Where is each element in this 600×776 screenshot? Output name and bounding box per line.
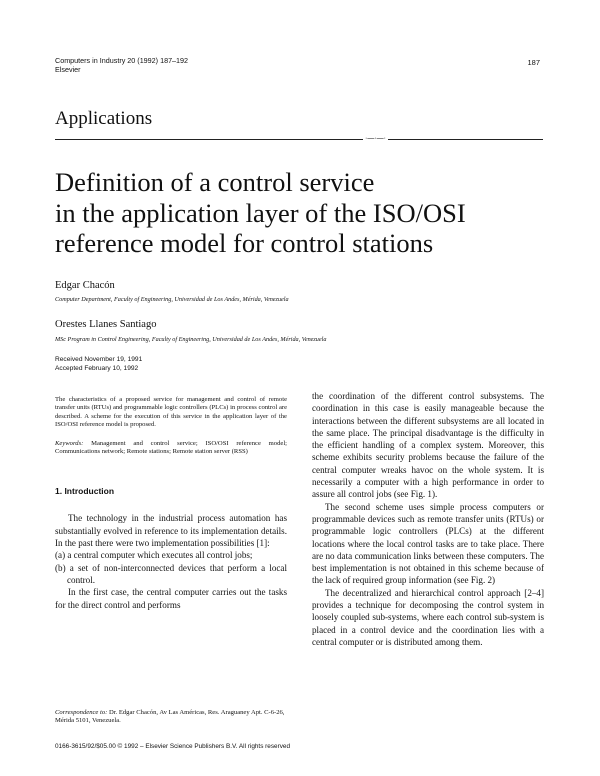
section-divider (55, 139, 543, 140)
article-title-line-1: Definition of a control service (55, 167, 375, 197)
journal-volume-line: Computers in Industry 20 (1992) 187–192 (55, 56, 189, 65)
intro-list-item-a: (a) a central computer which executes all control jobs; (55, 550, 253, 561)
keywords-label: Keywords: (55, 439, 84, 447)
right-paragraph-2: The second scheme uses simple process computers or programmable devices such as remote transfer units (RTUs) or programmable logic controllers (PLCs) at the different locations where the local control tasks are to take place. There are no data communication links between these computers. The best implementation is not obtained in this scheme because of the lack of required group information (see Fig. 2) (312, 501, 544, 586)
page-number: 187 (527, 58, 540, 67)
article-dates (55, 356, 142, 374)
right-column (312, 390, 544, 648)
author-affiliation-2: MSc Program in Control Engineering, Faculty of Engineering, Universidad de Los Andes, Mérida, Venezuela (55, 336, 327, 343)
author-affiliation-1: Computer Department, Faculty of Engineering, Universidad de Los Andes, Mérida, Venezuela (55, 296, 289, 303)
copyright-line: 0166-3615/92/$05.00 © 1992 – Elsevier Science Publishers B.V. All rights reserved (55, 743, 291, 750)
article-title-line-3: reference model for control stations (55, 228, 434, 258)
journal-publisher-line: Elsevier (55, 65, 81, 74)
keywords-text: Management and control service; ISO/OSI reference model; Communications network; Remote stations; Remote station server (RSS) (55, 439, 287, 456)
keywords (55, 440, 287, 457)
section-heading: Applications (55, 108, 153, 129)
article-title (55, 167, 525, 259)
intro-list-item-b: (b) a set of non-interconnected devices that perform a local control. (55, 562, 287, 585)
author-name-2: Orestes Llanes Santiago (55, 319, 157, 330)
journal-citation (55, 56, 188, 74)
right-paragraph-3: The decentralized and hierarchical control approach [2–4] provides a technique for decomposing the control system in loosely coupled sub-systems, where each control sub-system is placed in a control device and the coordination lies with a central computer or is distributed among them. (312, 587, 544, 647)
section-divider-mark: ·—·—· (365, 135, 386, 142)
article-title-line-2: in the application layer of the ISO/OSI (55, 197, 466, 228)
introduction-heading: 1. Introduction (55, 486, 115, 497)
accepted-date: Accepted February 10, 1992 (55, 364, 139, 372)
intro-paragraph-1: The technology in the industrial process automation has substantially evolved in reference to its implementation details. In the past there were two implementation possibilities [1]: (55, 513, 287, 549)
author-name-1: Edgar Chacón (55, 280, 115, 291)
left-column (55, 396, 287, 611)
intro-paragraph-2: In the first case, the central computer carries out the tasks for the direct control and performs (55, 587, 287, 610)
footnote-label: Correspondence to: (55, 709, 108, 716)
abstract: The characteristics of a proposed service for management and control of remote transfer units (RTUs) and programmable logic controllers (PLCs) in process control are described. A scheme for the execution of this service in the application layer of the ISO/OSI reference model is proposed. (55, 396, 287, 429)
right-paragraph-1: the coordination of the different control subsystems. The coordination in this case is easily manageable because the interactions between the different subsystems are all located in the same place. The principal disadvantage is the difficulty in the efficient handling of a complex system. Moreover, this scheme exhibits security problems because the failure of the central computer wreaks havoc on the whole system. It is necessarily a computer with a high performance in order to assure all control jobs (see Fig. 1). (312, 391, 544, 500)
footnote-text: Dr. Edgar Chacón, Av Las Américas, Res. Araguaney Apt. C-6-26, Mérida 5101, Venezuela. (55, 709, 285, 725)
correspondence-footnote (55, 709, 287, 726)
received-date: Received November 19, 1991 (55, 356, 143, 363)
